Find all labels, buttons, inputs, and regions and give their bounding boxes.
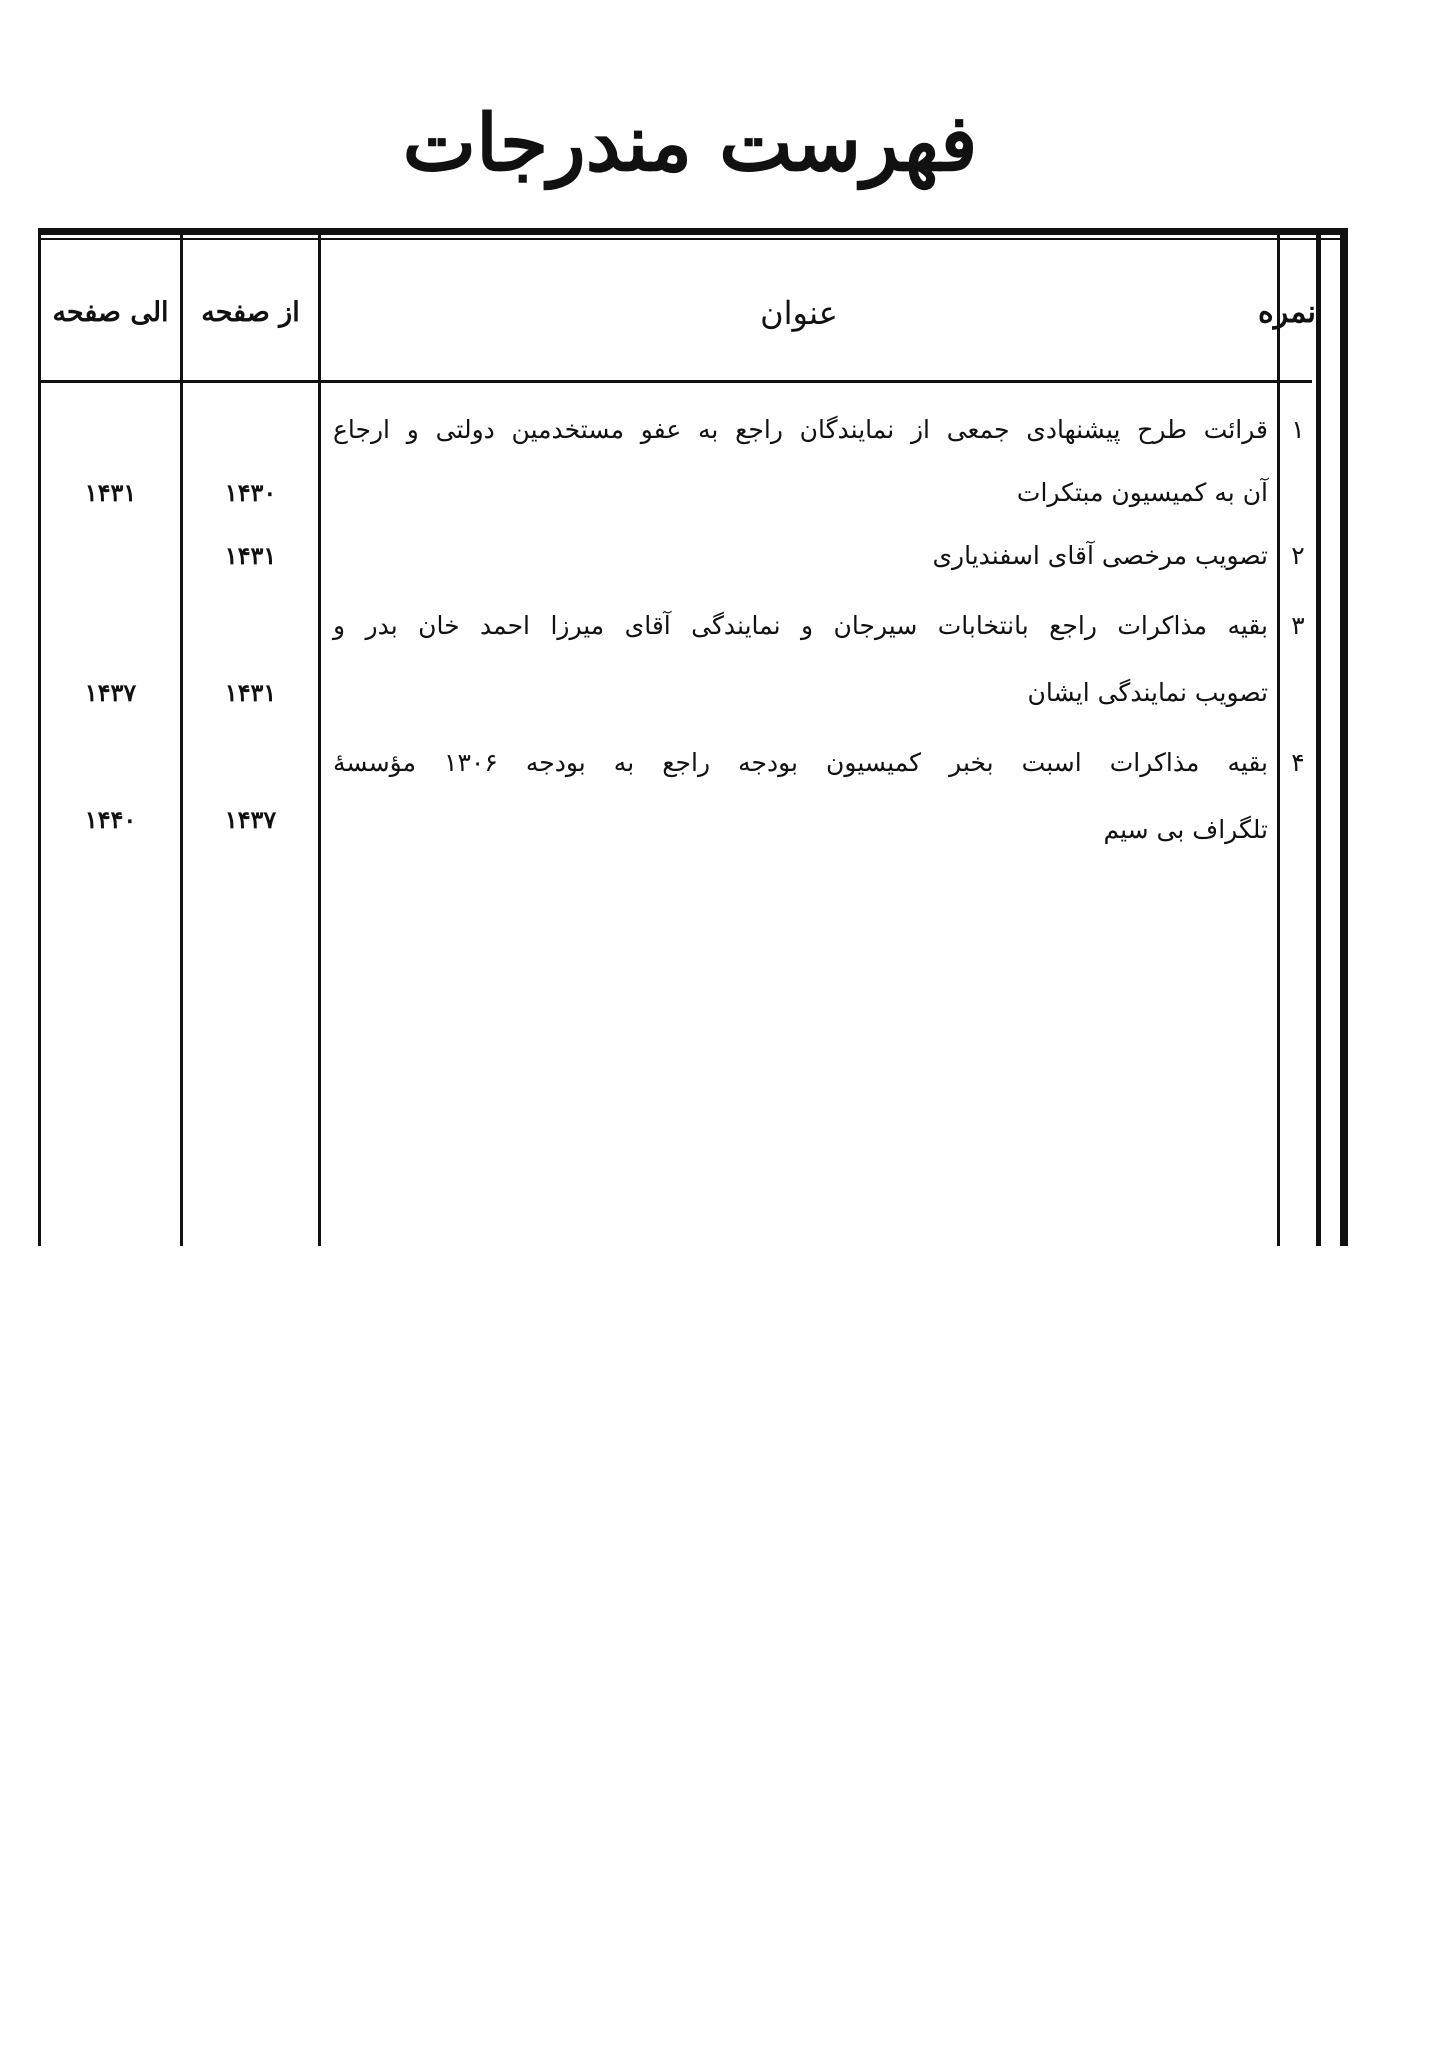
column-divider	[1316, 228, 1321, 1246]
entry-to-page: ۱۴۴۰	[84, 805, 137, 834]
entry-to-page: ۱۴۳۱	[84, 478, 137, 507]
entry-title-line: تصویب مرخصی آقای اسفندیاری	[932, 541, 1268, 570]
table-top-rule-thin	[38, 238, 1348, 240]
entry-number: ۴	[1291, 748, 1305, 777]
entry-from-page: ۱۴۳۱	[224, 541, 277, 570]
entry-from-page: ۱۴۳۰	[224, 478, 277, 507]
header-number: نمره	[1258, 295, 1316, 330]
entry-number: ۲	[1291, 541, 1305, 570]
entry-from-page: ۱۴۳۷	[224, 805, 277, 834]
contents-table	[38, 228, 1348, 1246]
header-from-page: از صفحه	[201, 297, 300, 328]
entry-title-line: تصویب نمایندگی ایشان	[1027, 678, 1268, 707]
entry-title-line: قرائت طرح پیشنهادی جمعی از نمایندگان راجع به عفو مستخدمین دولتی و ارجاع	[333, 415, 1268, 444]
entry-to-page: ۱۴۳۷	[84, 678, 137, 707]
entry-title-line: بقیه مذاکرات راجع بانتخابات سیرجان و نمایندگی آقای میرزا احمد خان بدر و	[333, 611, 1268, 640]
column-divider	[38, 228, 41, 1246]
entry-title-line: بقیه مذاکرات اسبت بخبر کمیسیون بودجه راجع به بودجه ۱۳۰۶ مؤسسهٔ	[333, 748, 1269, 777]
column-divider	[1277, 228, 1280, 1246]
header-title: عنوان	[760, 294, 838, 332]
entry-title-line: تلگراف بی سیم	[1103, 815, 1268, 844]
entry-number: ۳	[1291, 611, 1305, 640]
entry-from-page: ۱۴۳۱	[224, 678, 277, 707]
entry-number: ۱	[1291, 415, 1305, 444]
column-divider	[318, 228, 321, 1246]
page-title: فهرست مندرجات	[402, 98, 978, 189]
table-right-border	[1340, 228, 1348, 1246]
entry-title-line: آن به کمیسیون مبتکرات	[1016, 478, 1268, 507]
header-to-page: الی صفحه	[52, 297, 169, 328]
column-divider	[180, 228, 183, 1246]
header-divider	[38, 380, 1312, 383]
table-top-rule	[38, 228, 1348, 235]
